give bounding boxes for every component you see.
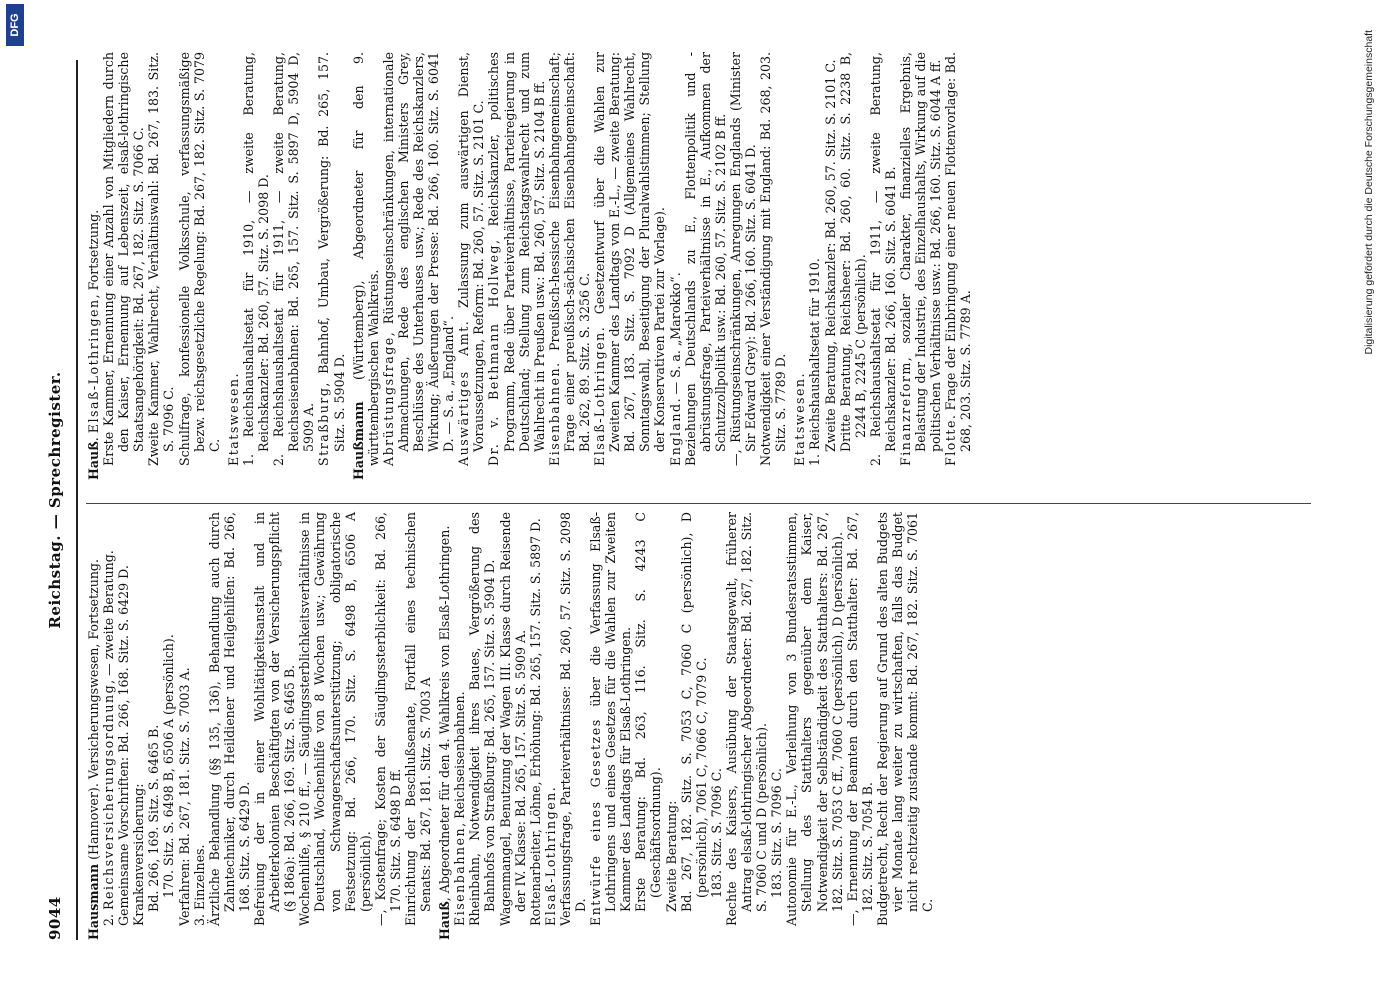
register-entry: Erste Kammer, Ernennung einer Anzahl von Mitgliedern durch den Kaiser, Ernennung auf Lebenszeit, elsaß-lothringische Staatsangehörigkeit: Bd. 267, 182. Sitz. S. 7066 C. bbox=[101, 52, 147, 466]
register-entry: Elsaß-Lothringen. bbox=[542, 787, 558, 926]
page-number: 9044 bbox=[46, 896, 64, 940]
register-entry: Eisenbahnen, Reichseisenbahnen. bbox=[452, 691, 468, 926]
column-divider bbox=[86, 503, 1311, 504]
register-entry: Auswärtiges Amt. Zulassung zum auswärtigen Dienst, Voraussetzungen, Reform: Bd. 260, 57. Sitz. S. 2101 C. bbox=[456, 52, 487, 466]
register-entry: 1. Reichshaushaltsetat für 1910. bbox=[807, 258, 823, 466]
register-entry: Autonomie für E.-L., Verleihung von 3 Bundesratsstimmen, Stellung des Statthalters gegenüber dem Kaiser, Notwendigkeit der Selbständigkeit des Statthalters: Bd. 267, 182. Sitz. S. 7053 C ff., 7060 C (persönlich), D (persönlich). bbox=[784, 512, 845, 926]
dfg-logo: DFG bbox=[6, 4, 24, 46]
register-entry: Zweite Kammer, Wahlrecht, Verhältniswahl: Bd. 267, 183. Sitz. S. 7096 C. bbox=[146, 52, 177, 466]
register-entry: Dr. v. Bethmann Hollweg, Reichskanzler, politisches Programm, Rede über Parteiverhältnisse, Parteiregierung in Deutschland; Stellung zum Reichstagswahlrecht und zum Wahlrecht in Preußen usw.: Bd. 260, 57. Sitz. S. 2104 B ff. bbox=[486, 52, 547, 466]
register-entry: Schulfrage, konfessionelle Volksschule, verfassungsmäßige bezw. reichsgesetzliche Regelung: Bd. 267, 182. Sitz. S. 7079 C. bbox=[176, 52, 222, 466]
digitization-credit: Digitalisierung gefördert durch die Deutsche Forschungsgemeinschaft bbox=[1363, 30, 1375, 355]
page-header bbox=[40, 60, 80, 940]
register-entry: Abrüstungsfrage, Rüstungseinschränkungen, internationale Abmachungen, Rede des englischen Ministers Grey, Beschlüsse des Unterhauses usw.; Rede des Reichskanzlers, Wirkung; Äußerungen der Presse: Bd. 266, 160. Sitz. S. 6041 D. — S. a. „England“. bbox=[380, 52, 457, 466]
register-entry: 1. Reichshaushaltsetat für 1910, — zweite Beratung, Reichskanzler: Bd. 260, 57. Sitz. S. 2098 D. bbox=[240, 52, 272, 466]
register-entry: Rottenarbeiter, Löhne, Erhöhung: Bd. 265, 157. Sitz. S. 5897 D. bbox=[527, 518, 543, 926]
register-entry: 3. Einzelnes. bbox=[191, 844, 207, 926]
register-entry: Rechte des Kaisers, Ausübung der Staatsgewalt, früherer Antrag elsaß-lothringischer Abgeordneter: Bd. 267, 182. Sitz. S. 7060 C und D (persönlich). bbox=[723, 512, 770, 926]
register-entry: Befreiung der in einer Wohltätigkeitsanstalt und in Arbeiterkolonien Beschäftigten von der Versicherungspflicht (§ 186a): Bd. 266, 169. Sitz. S. 6465 B. bbox=[252, 512, 298, 926]
register-entry: 2. Reichshaushaltsetat für 1911, — zweite Beratung, Reichseisenbahnen: Bd. 265, 157. Sitz. S. 5897 D, 5904 D, 5909 A. bbox=[271, 52, 317, 466]
register-entry: Krankenversicherung: bbox=[131, 783, 147, 926]
register-entry: —, Rüstungseinschränkungen, Anregungen Englands (Minister Sir Edward Grey): Bd. 266, 160. Sitz. S. 6041 D. bbox=[727, 52, 759, 466]
right-column bbox=[86, 52, 973, 480]
register-entry: Etatswesen. bbox=[792, 373, 808, 466]
register-entry: Bd. 267, 182. Sitz. S. 7053 C, 7060 C (persönlich), D (persönlich), 7061 C, 7066 C, 7079 C. bbox=[678, 512, 709, 912]
register-entry: Etatswesen. bbox=[225, 373, 241, 466]
register-entry: Hauß. Elsaß-Lothringen, Fortsetzung. bbox=[86, 209, 101, 480]
register-entry: —, Kostenfrage; Kosten der Säuglingssterblichkeit: Bd. 266, 170. Sitz. S. 6498 D ff. bbox=[372, 512, 403, 926]
register-entry: Elsaß-Lothringen. Gesetzentwurf über die Wahlen zur Zweiten Kammer des Landtags von E.-L., — zweite Beratung: Bd. 267, 183. Sitz. S. 7092 D (Allgemeines Wahlrecht, Sonntagswahl, Beseitigung der Pluralwahlstimmen; Stellung der Konservativen Partei zur Vorlage). bbox=[592, 52, 668, 466]
page-title: Reichstag. — Sprechregister. bbox=[46, 371, 64, 629]
register-entry: England. — S. a. „Marokko“. bbox=[667, 272, 683, 466]
register-entry: Wochenhilfe, § 210 ff., — Säuglingssterblichkeitsverhältnisse in Deutschland, Wochenhilfe von 8 Wochen usw.; Gewährung von Schwangerschaftsunterstützung; obligatorische Festsetzung: Bd. 266, 170. Sitz. S. 6498 B, 6506 A (persönlich). bbox=[297, 512, 373, 926]
register-entry: Verfassungsfrage, Parteiverhältnisse: Bd. 260, 57. Sitz. S. 2098 D. bbox=[557, 512, 588, 926]
register-entry: 183. Sitz. S. 7096 C. bbox=[769, 768, 785, 898]
register-entry: Gemeinsame Vorschriften: Bd. 266, 168. Sitz. S. 6429 D. bbox=[116, 565, 132, 926]
register-entry: Ärztliche Behandlung (§§ 135, 136), Behandlung auch durch Zahntechniker, durch Heildiener und Heilgehilfen: Bd. 266, 168. Sitz. S. 6429 D. bbox=[206, 512, 252, 926]
header-rule bbox=[76, 60, 78, 940]
register-entry: Rheinbahn, Notwendigkeit ihres Baues, Vergrößerung des Bahnhofs von Straßburg: Bd. 265, 157. Sitz. S. 5904 D. bbox=[467, 512, 498, 926]
register-entry: Beziehungen Deutschlands zu E., Flottenpolitik und -abrüstungsfrage, Parteiverhältnisse in E., Aufkommen der Schutzzollpolitik usw.: Bd. 260, 57. Sitz. S. 2102 B ff. bbox=[682, 52, 728, 466]
register-entry: Verfahren: Bd. 267, 181. Sitz. S. 7003 A. bbox=[176, 667, 192, 926]
left-column bbox=[86, 512, 935, 940]
register-entry: Zweite Beratung: bbox=[663, 800, 679, 912]
register-entry: Straßburg, Bahnhof, Umbau, Vergrößerung: Bd. 265, 157. Sitz. S. 5904 D. bbox=[316, 52, 347, 466]
register-entry: Notwendigkeit einer Verständigung mit England: Bd. 268, 203. Sitz. S. 7789 D. bbox=[758, 52, 789, 466]
register-entry: Budgetrecht, Recht der Regierung auf Grund des alten Budgets vier Monate lang weiter zu wirtschaften, falls das Budget nicht rechtzeitig zustande kommt: Bd. 267, 182. Sitz. S. 7061 C. bbox=[874, 512, 936, 926]
register-entry: 2. Reichshaushaltsetat für 1911, — zweite Beratung, Reichskanzler: Bd. 266, 160. Sitz. S. 6041 B. bbox=[867, 52, 898, 466]
register-entry: Bd. 266, 169. Sitz. S. 6465 B. bbox=[146, 724, 162, 912]
register-entry: Erste Beratung: Bd. 263, 116. Sitz. S. 4243 C (Geschäftsordnung). bbox=[633, 512, 664, 912]
register-entry: —, Ernennung der Beamten durch den Statthalter: Bd. 267, 182. Sitz. S. 7054 B. bbox=[844, 512, 875, 926]
register-entry: Einrichtung der Beschlußsenate, Fortfall eines technischen Senats: Bd. 267, 181. Sitz. S. 7003 A bbox=[402, 512, 434, 926]
register-entry: Hauß, Abgeordneter für den 4. Wahlkreis von Elsaß-Lothringen. bbox=[437, 525, 453, 940]
register-entry: Haußmann (Württemberg), Abgeordneter für den 9. württembergischen Wahlkreis. bbox=[350, 52, 381, 480]
register-entry: 2. Reichsversicherungsordnung, — zweite Beratung. bbox=[101, 550, 117, 926]
register-entry: Flotte. Frage der Einbringung einer neuen Flottenvorlage: Bd. 268, 203. Sitz. S. 7789 A. bbox=[943, 52, 974, 466]
register-entry: 170. Sitz. S. 6498 B, 6506 A (persönlich). bbox=[161, 634, 177, 898]
register-entry: Hausmann (Hannover). Versicherungswesen, Fortsetzung. bbox=[86, 559, 101, 940]
register-entry: Zweite Beratung, Reichskanzler: Bd. 260, 57. Sitz. S. 2101 C. bbox=[822, 59, 838, 452]
register-entry: Dritte Beratung, Reichsheer: Bd. 260, 60. Sitz. S. 2238 B, 2244 B, 2245 C (persönlich). bbox=[837, 52, 868, 452]
register-entry: Entwürfe eines Gesetzes über die Verfassung Elsaß-Lothringens und eines Gesetzes für die Wahlen zur Zweiten Kammer des Landtags für Elsaß-Lothringen. bbox=[588, 512, 634, 926]
register-entry: Finanzreform, sozialer Charakter, finanzielles Ergebnis, Belastung der Industrie, des Einzelhaushalts, Wirkung auf die politischen Verhältnisse usw.: Bd. 266, 160. Sitz. S. 6044 A ff. bbox=[897, 52, 944, 466]
register-entry: Wagenmangel, Benutzung der Wagen III. Klasse durch Reisende der IV. Klasse: Bd. 265, 157. Sitz. S. 5909 A. bbox=[497, 512, 528, 926]
register-entry: 183. Sitz. S. 7096 C. bbox=[708, 768, 724, 898]
register-entry: Eisenbahnen. Preußisch-hessische Eisenbahngemeinschaft; Frage einer preußisch-sächsischen Eisenbahngemeinschaft: Bd. 262, 89. Sitz. S. 3256 C. bbox=[546, 52, 592, 466]
